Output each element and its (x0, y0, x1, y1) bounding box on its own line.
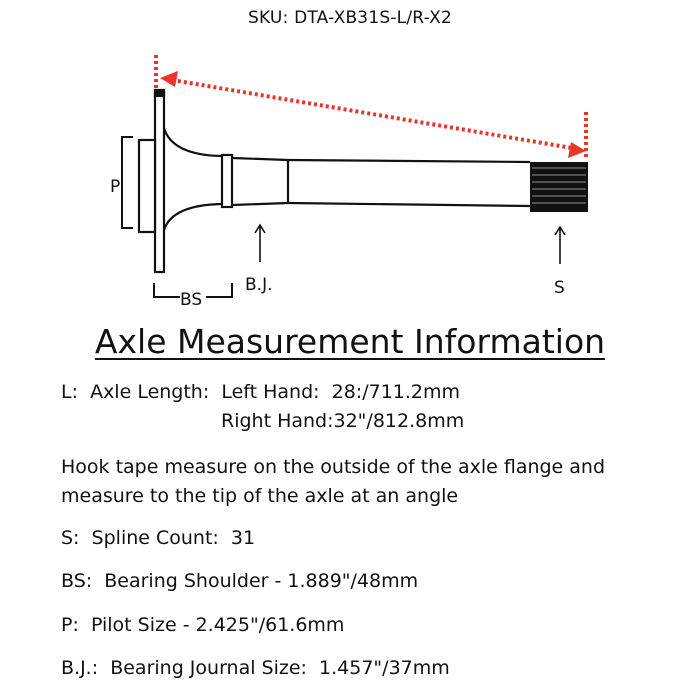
page-title: Axle Measurement Information (94, 322, 606, 361)
pilot-bracket (122, 137, 133, 228)
arrowhead-left (160, 71, 178, 87)
axle-drawing (139, 90, 530, 272)
label-bs: BS (180, 290, 203, 310)
bearing-shoulder-size: BS: Bearing Shoulder - 1.889"/48mm (61, 570, 419, 592)
label-p: P (110, 177, 121, 197)
arrowhead-right (568, 142, 586, 158)
spline-count: S: Spline Count: 31 (61, 527, 256, 549)
bearing-journal-pointer (255, 225, 265, 262)
bearing-journal-size: B.J.: Bearing Journal Size: 1.457"/37mm (61, 657, 450, 679)
label-bj: B.J. (245, 275, 273, 295)
axle-length-right: Right Hand:32"/812.8mm (221, 410, 465, 432)
measure-instruction: Hook tape measure on the outside of the axle flange and measure to the tip of the axle at an angle (61, 456, 606, 507)
spline-pointer (555, 227, 565, 264)
length-measure-arrow (156, 55, 586, 158)
spline-section (530, 162, 588, 212)
pilot-size: P: Pilot Size - 2.425"/61.6mm (61, 614, 345, 636)
label-s: S (554, 278, 565, 298)
axle-length-left: L: Axle Length: Left Hand: 28:/711.2mm (61, 381, 461, 403)
axle-diagram (0, 40, 700, 320)
sku-label: SKU: DTA-XB31S-L/R-X2 (248, 8, 452, 28)
